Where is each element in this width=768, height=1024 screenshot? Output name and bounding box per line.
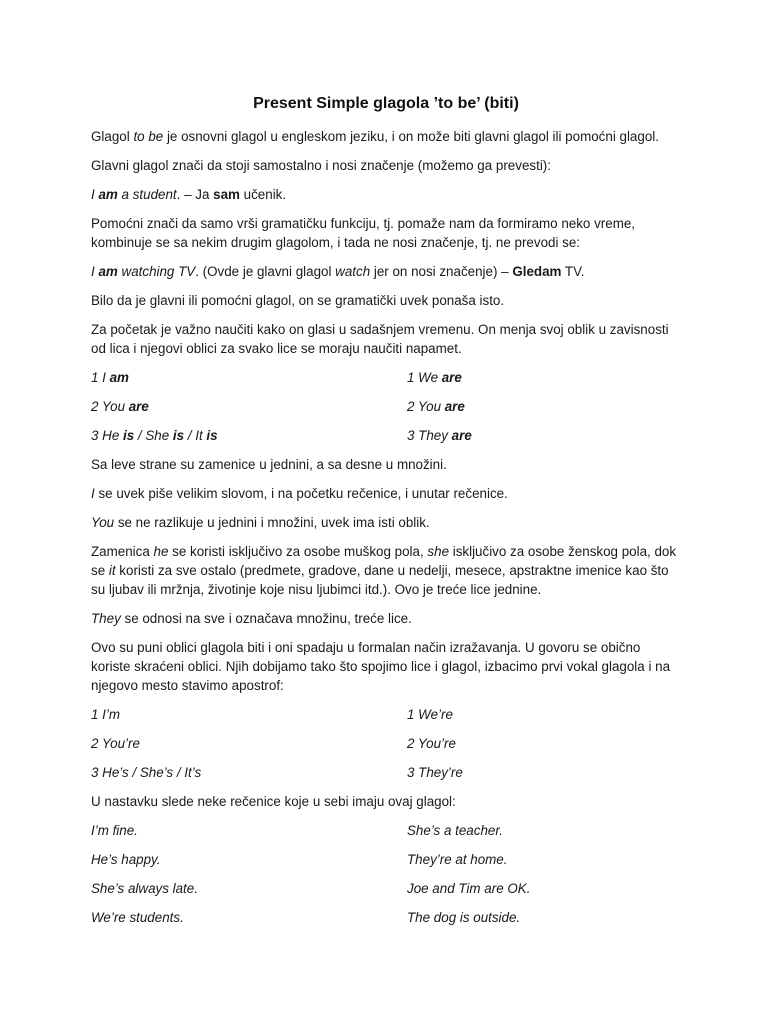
text-run-bold-italic: am xyxy=(109,370,129,385)
text-run-italic: 2 You’re xyxy=(91,736,140,751)
text-run-italic: She’s always late. xyxy=(91,881,198,896)
conjugation-singular xyxy=(91,426,407,445)
example-row xyxy=(91,879,681,898)
text-run-italic: she xyxy=(427,544,450,559)
example-left xyxy=(91,850,407,869)
text-run-bold: Gledam xyxy=(512,264,562,279)
text-run-bold-italic: are xyxy=(128,399,149,414)
text-run: isključivo za osobe ženskog pola, dok se xyxy=(91,544,677,578)
text-run: Zamenica xyxy=(91,544,154,559)
text-run-italic: watch xyxy=(335,264,371,279)
conjugation-plural xyxy=(407,368,681,387)
text-run-italic: You xyxy=(91,515,115,530)
text-run-italic: I’m fine. xyxy=(91,823,138,838)
conjugation-singular xyxy=(91,397,407,416)
text-run-italic: 2 You xyxy=(91,399,129,414)
document-title: Present Simple glagola ’to be’ (biti) xyxy=(253,95,519,112)
text-run-italic: to be xyxy=(133,129,164,144)
example-right xyxy=(407,908,681,927)
paragraph-pronoun-you xyxy=(91,513,681,532)
text-run: učenik. xyxy=(239,187,287,202)
text-run-bold-italic: am xyxy=(98,264,118,279)
example-right xyxy=(407,821,681,840)
text-run-italic: They xyxy=(91,611,121,626)
text-run-italic: He’s happy. xyxy=(91,852,161,867)
paragraph-intro xyxy=(91,127,681,146)
text-run-bold: sam xyxy=(213,187,240,202)
example-right xyxy=(407,850,681,869)
example-left xyxy=(91,879,407,898)
text-run-italic: 2 You xyxy=(407,399,445,414)
text-run-italic: / She xyxy=(134,428,173,443)
text-run-italic: it xyxy=(108,563,116,578)
conjugation-plural xyxy=(407,397,681,416)
text-run-italic: he xyxy=(153,544,169,559)
text-run-italic: 1 I’m xyxy=(91,707,121,722)
text-run-italic: I xyxy=(91,486,95,501)
text-run: jer on nosi značenje) – xyxy=(370,264,513,279)
example-row xyxy=(91,850,681,869)
short-form-plural xyxy=(407,763,681,782)
text-run-italic: We’re students. xyxy=(91,910,184,925)
paragraph-pronoun-i xyxy=(91,484,681,503)
short-form-row xyxy=(91,734,681,753)
short-form-singular xyxy=(91,763,407,782)
paragraph-example-student xyxy=(91,185,681,204)
text-run-italic: 1 We xyxy=(407,370,442,385)
paragraph-pronoun-they xyxy=(91,609,681,628)
paragraph-behaviour: Bilo da je glavni ili pomoćni glagol, on se gramatički uvek ponaša isto. xyxy=(91,293,505,308)
text-run-bold-italic: are xyxy=(441,370,462,385)
text-run-bold-italic: are xyxy=(451,428,472,443)
text-run: se koristi isključivo za osobe muškog pola, xyxy=(168,544,428,559)
paragraph-examples-intro: U nastavku slede neke rečenice koje u sebi imaju ovaj glagol: xyxy=(91,794,456,809)
paragraph-auxiliary-verb: Pomoćni znači da samo vrši gramatičku funkciju, tj. pomaže nam da formiramo neko vreme, kombinuje se sa nekim drugim glagolom, i tada ne nosi značenje, tj. ne prevodi se: xyxy=(91,216,636,250)
paragraph-present-tense: Za početak je važno naučiti kako on glasi u sadašnjem vremenu. On menja svoj oblik u zavisnosti od lica i njegovi oblici za svako lice se moraju naučiti napamet. xyxy=(91,322,669,356)
short-form-plural xyxy=(407,705,681,724)
text-run-bold-italic: am xyxy=(98,187,118,202)
text-run-bold-italic: is xyxy=(172,428,185,443)
short-form-plural xyxy=(407,734,681,753)
paragraph-example-tv xyxy=(91,262,681,281)
short-form-singular xyxy=(91,705,407,724)
example-left xyxy=(91,821,407,840)
example-row xyxy=(91,821,681,840)
text-run-italic: / It xyxy=(184,428,207,443)
text-run: se odnosi na sve i označava množinu, treće lice. xyxy=(120,611,412,626)
text-run-italic: I xyxy=(91,187,99,202)
text-run: koristi za sve ostalo (predmete, gradove, dane u nedelji, mesece, apstraktne imenice kao što su ljubav ili mržnja, životinje koje nisu ljubimci itd.). Ovo je treće lice jednine. xyxy=(91,563,669,597)
text-run: . (Ovde je glavni glagol xyxy=(195,264,336,279)
text-run-italic: 1 I xyxy=(91,370,110,385)
text-run-italic: 3 He’s / She’s / It’s xyxy=(91,765,202,780)
short-form-row xyxy=(91,763,681,782)
text-run-bold-italic: is xyxy=(123,428,135,443)
paragraph-singular-plural: Sa leve strane su zamenice u jednini, a sa desne u množini. xyxy=(91,457,447,472)
short-form-row xyxy=(91,705,681,724)
example-right xyxy=(407,879,681,898)
text-run-italic: Joe and Tim are OK. xyxy=(407,881,531,896)
example-row xyxy=(91,908,681,927)
conjugation-row xyxy=(91,397,681,416)
text-run: Glagol xyxy=(91,129,134,144)
text-run: . – Ja xyxy=(176,187,214,202)
paragraph-main-verb: Glavni glagol znači da stoji samostalno i nosi značenje (možemo ga prevesti): xyxy=(91,158,551,173)
text-run-italic: 2 You’re xyxy=(407,736,456,751)
conjugation-row xyxy=(91,368,681,387)
conjugation-plural xyxy=(407,426,681,445)
text-run-italic: They’re at home. xyxy=(407,852,508,867)
example-left xyxy=(91,908,407,927)
text-run: je osnovni glagol u engleskom jeziku, i on može biti glavni glagol ili pomoćni glagol. xyxy=(163,129,659,144)
text-run-italic: 3 They’re xyxy=(407,765,463,780)
text-run-italic: watching TV xyxy=(117,264,196,279)
text-run: se ne razlikuje u jednini i množini, uvek ima isti oblik. xyxy=(114,515,430,530)
short-form-singular xyxy=(91,734,407,753)
text-run: se uvek piše velikim slovom, i na početku rečenice, i unutar rečenice. xyxy=(94,486,508,501)
conjugation-row xyxy=(91,426,681,445)
text-run-bold-italic: is xyxy=(206,428,218,443)
document-page xyxy=(91,92,681,937)
text-run-italic: 1 We’re xyxy=(407,707,453,722)
text-run-italic: I xyxy=(91,264,99,279)
text-run-italic: She’s a teacher. xyxy=(407,823,504,838)
text-run-bold-italic: are xyxy=(444,399,465,414)
text-run-italic: a student xyxy=(117,187,177,202)
text-run-italic: 3 They xyxy=(407,428,452,443)
text-run: TV. xyxy=(561,264,585,279)
paragraph-pronoun-he-she-it xyxy=(91,542,681,599)
text-run-italic: The dog is outside. xyxy=(407,910,521,925)
text-run-italic: 3 He xyxy=(91,428,124,443)
paragraph-short-forms: Ovo su puni oblici glagola biti i oni spadaju u formalan način izražavanja. U govoru se obično koriste skraćeni oblici. Njih dobijamo tako što spojimo lice i glagol, izbacimo prvi vokal glagola i na njegovo mesto stavimo apostrof: xyxy=(91,640,671,693)
conjugation-singular xyxy=(91,368,407,387)
